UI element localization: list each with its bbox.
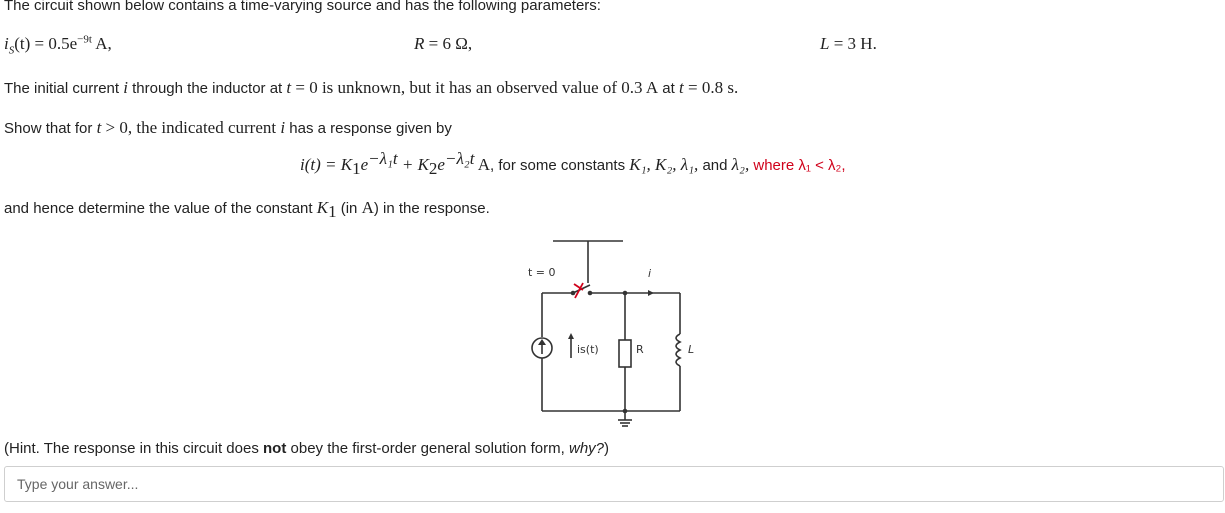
math-i: i	[123, 78, 128, 97]
equation-exponent: −λ₁t	[368, 149, 398, 168]
inductor-symbol: L	[820, 34, 830, 53]
text-segment: )	[604, 440, 610, 457]
source-parameter	[4, 33, 112, 57]
constant-lambda2: λ₂,	[731, 155, 750, 174]
equation-unit: A	[474, 155, 491, 174]
equation-part: e	[437, 155, 445, 174]
parameters-row	[4, 34, 1225, 58]
switch-time-label: t = 0	[528, 266, 556, 279]
source-label: is(t)	[577, 343, 599, 356]
text-segment: at	[658, 80, 679, 97]
text-segment: Show that for	[4, 120, 97, 137]
hint-emphasis: not	[263, 440, 287, 457]
source-exponent: −9t	[77, 33, 92, 46]
equation-part: i(t) = K	[300, 155, 353, 174]
math-t: t	[286, 78, 292, 97]
source-unit: A,	[91, 34, 112, 53]
math-t: t	[96, 118, 102, 137]
source-current-arrow-icon	[568, 333, 574, 339]
math-k-subscript: 1	[328, 202, 337, 221]
text-segment: > 0, the indicated current	[101, 118, 281, 137]
switch-contact-right	[588, 291, 593, 296]
math-i: i	[280, 118, 286, 137]
math-k: K	[316, 198, 329, 217]
text-segment: The initial current	[4, 80, 124, 97]
equation-subscript: 2	[428, 159, 438, 178]
show-that-text	[4, 118, 452, 138]
text-segment: has a response given by	[285, 120, 452, 137]
initial-condition-text	[4, 78, 738, 98]
source-arrow-icon	[538, 339, 546, 345]
inductor-label: L	[688, 343, 695, 356]
hint-why: why?	[568, 440, 605, 457]
text-segment: and hence determine the value of the constant	[4, 200, 317, 217]
text-segment: obey the first-order general solution form,	[286, 440, 569, 457]
resistor-label: R	[636, 343, 644, 356]
inductor-value: = 3 H.	[829, 34, 877, 53]
equation-exponent: −λ₂t	[444, 149, 475, 168]
text-segment: and	[698, 157, 732, 174]
intro-text: The circuit shown below contains a time-varying source and has the following parameters:	[4, 0, 601, 14]
resistor-parameter	[414, 34, 472, 54]
resistor-value: = 6 Ω,	[424, 34, 473, 53]
source-subscript: S	[8, 44, 15, 57]
text-segment: (in	[336, 200, 362, 217]
equation-part: e	[360, 155, 369, 174]
source-expression: (t) = 0.5e	[14, 34, 78, 53]
current-direction-arrow-icon	[648, 290, 654, 296]
hint-text	[4, 440, 609, 457]
switch-contact-left	[571, 291, 576, 296]
text-segment: , for some constants	[490, 157, 630, 174]
node-top	[623, 291, 628, 296]
hence-text	[4, 198, 490, 221]
unit-a: A	[361, 198, 374, 217]
observed-time: = 0.8 s.	[683, 78, 739, 97]
lambda-condition: where λ₁ < λ₂,	[749, 157, 846, 174]
resistor-symbol: R	[414, 34, 425, 53]
equation-subscript: 1	[352, 159, 361, 178]
constants-list: K₁, K₂, λ₁,	[629, 155, 699, 174]
text-segment: (Hint. The response in this circuit does	[4, 440, 264, 457]
circuit-diagram	[518, 236, 718, 436]
text-segment: through the inductor at	[127, 80, 287, 97]
response-equation	[300, 149, 846, 178]
switch-action-icon	[574, 283, 583, 298]
node-bottom	[623, 409, 628, 414]
answer-input[interactable]	[4, 466, 1224, 502]
text-segment: = 0 is unknown, but it has an observed value of	[291, 78, 622, 97]
inductor-parameter	[820, 34, 877, 54]
current-label: i	[648, 267, 652, 280]
observed-value: 0.3 A	[621, 78, 659, 97]
math-t: t	[679, 78, 684, 97]
text-segment: ) in the response.	[373, 200, 490, 217]
equation-part: + K	[397, 155, 429, 174]
source-symbol: i	[4, 34, 9, 53]
